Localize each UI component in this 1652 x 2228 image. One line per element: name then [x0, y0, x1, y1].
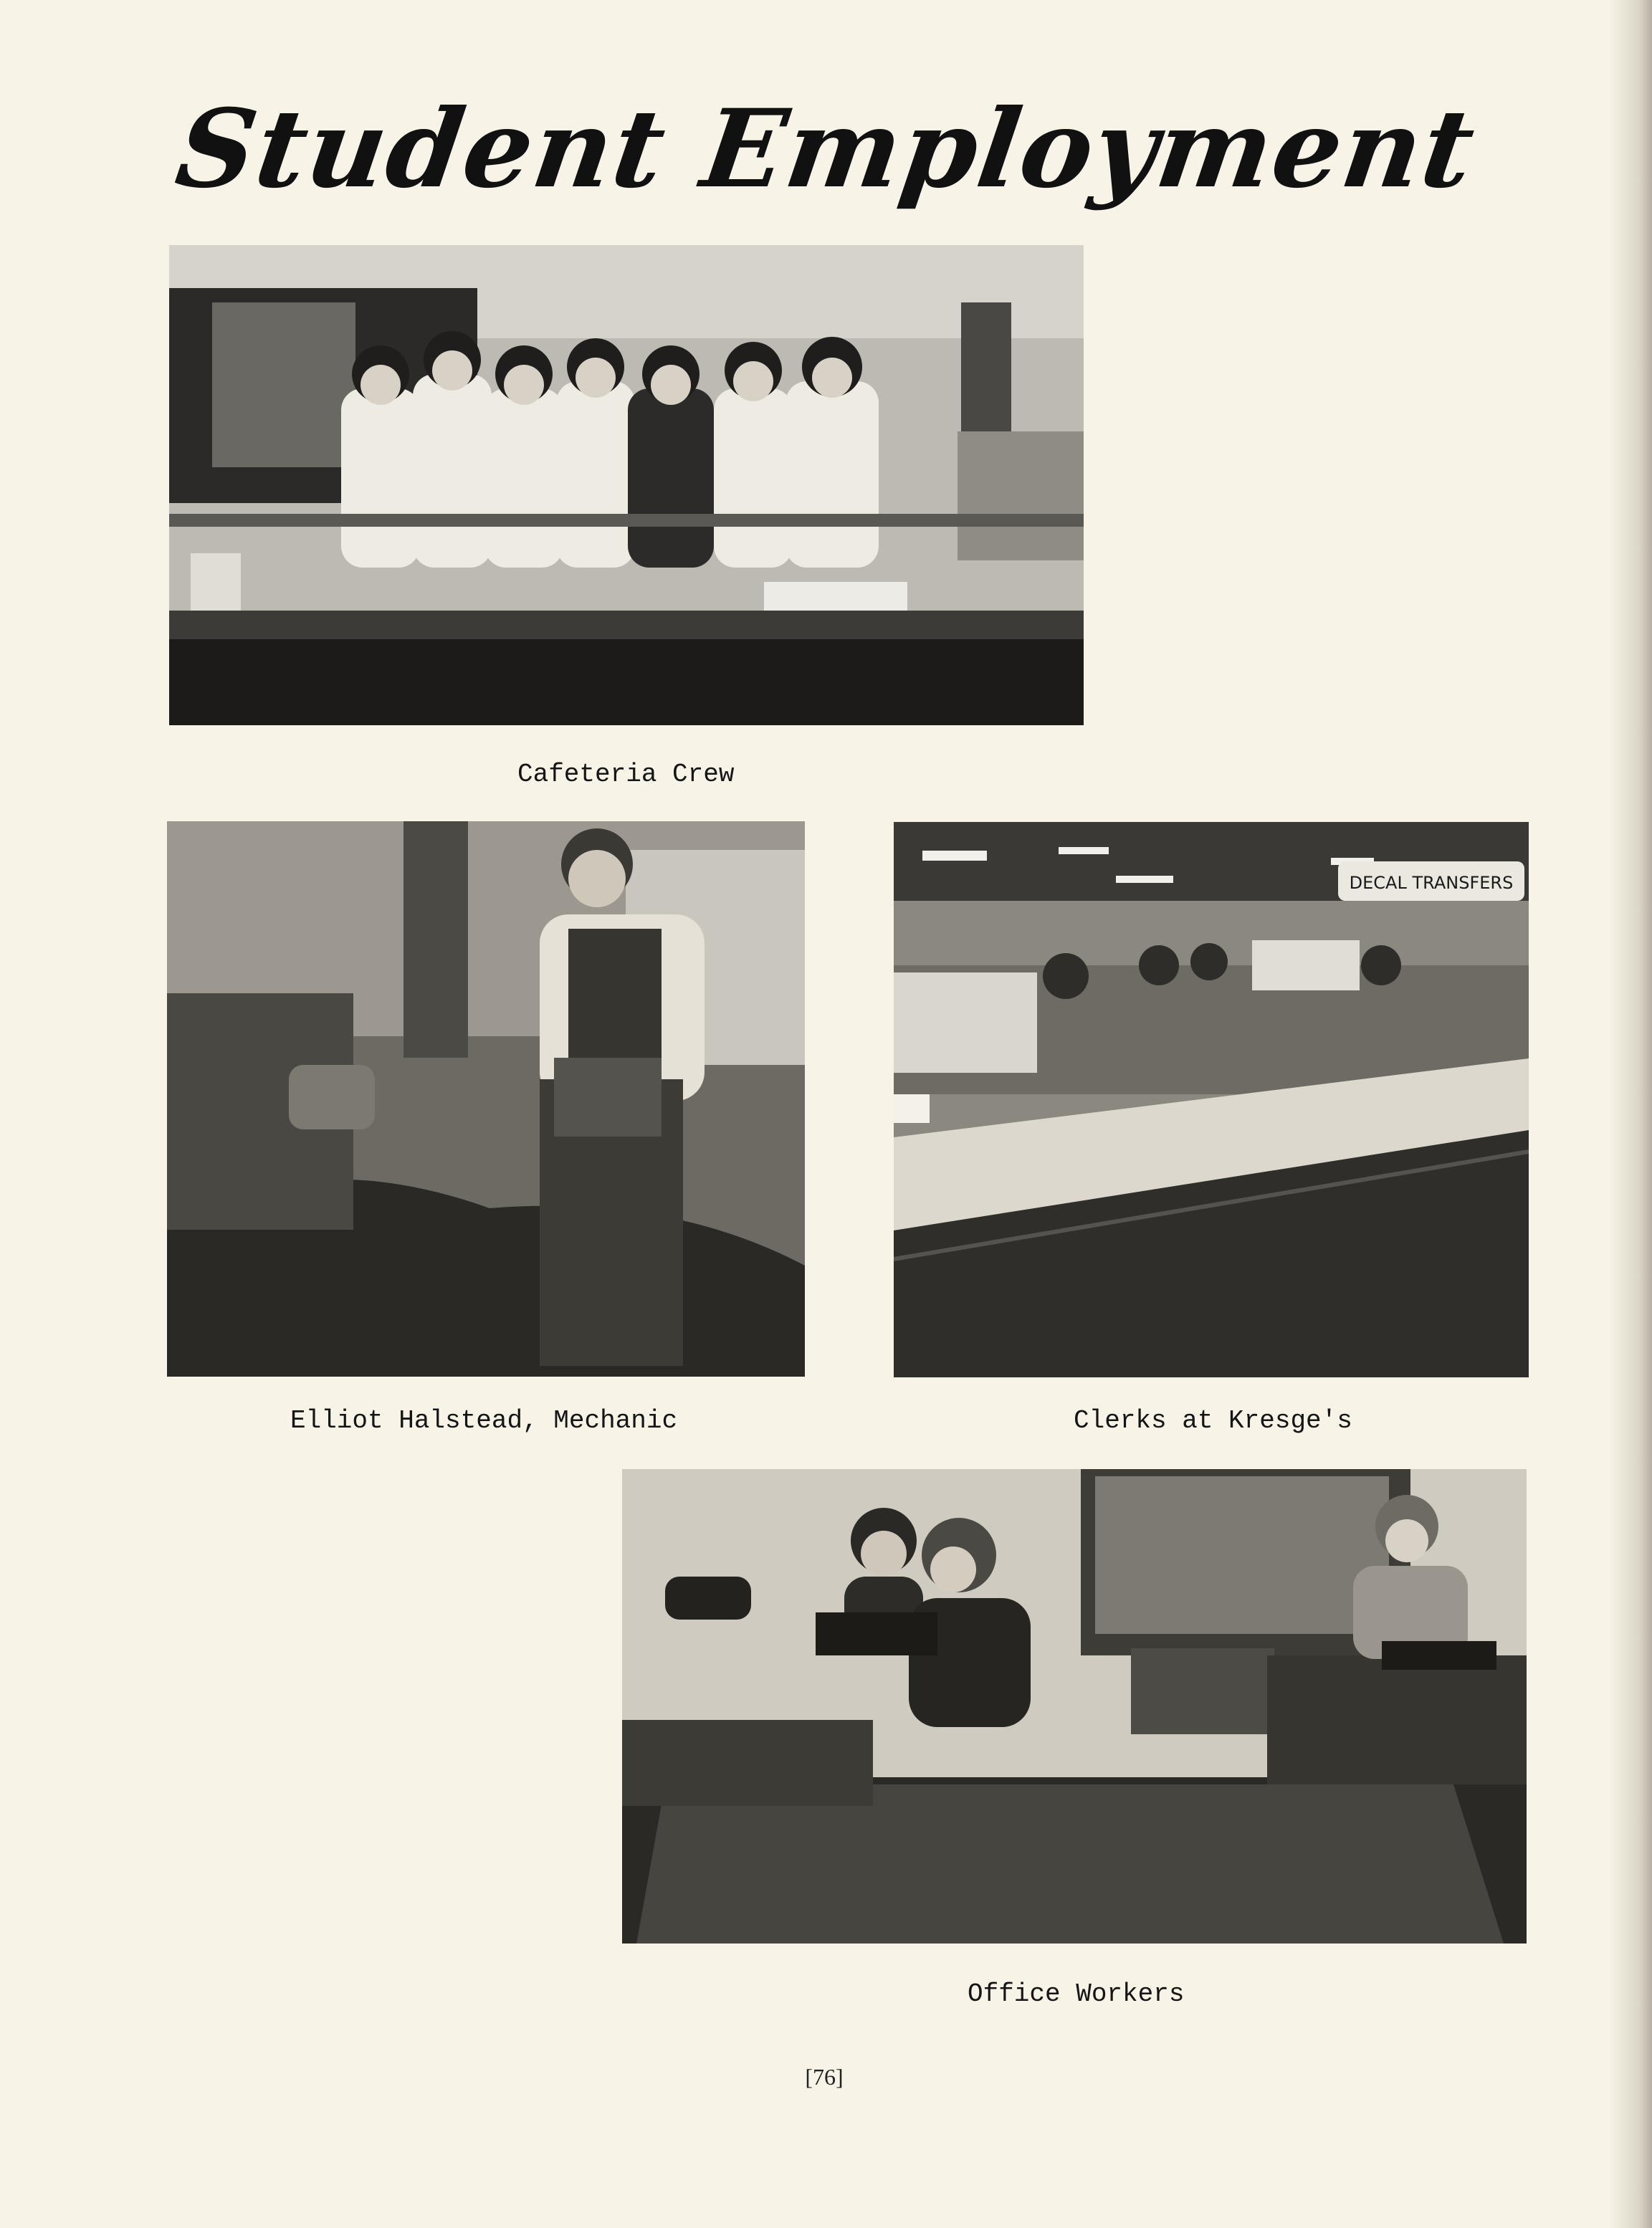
page-title: Student Employment [169, 86, 1483, 212]
cafeteria-crew-caption: Cafeteria Crew [517, 760, 735, 789]
office-workers-caption: Office Workers [968, 1979, 1185, 2009]
mechanic-caption: Elliot Halstead, Mechanic [290, 1406, 678, 1435]
kresge-clerks-caption: Clerks at Kresge's [1074, 1406, 1352, 1435]
cafeteria-crew-photo [169, 245, 1084, 725]
office-workers-photo [622, 1469, 1527, 1943]
decal-transfers-sign: DECAL TRANSFERS [1349, 873, 1514, 893]
page-edge-shadow [1609, 0, 1652, 2228]
mechanic-photo [167, 821, 805, 1377]
page-number: [76] [805, 2064, 844, 2090]
kresge-clerks-photo [894, 822, 1529, 1377]
